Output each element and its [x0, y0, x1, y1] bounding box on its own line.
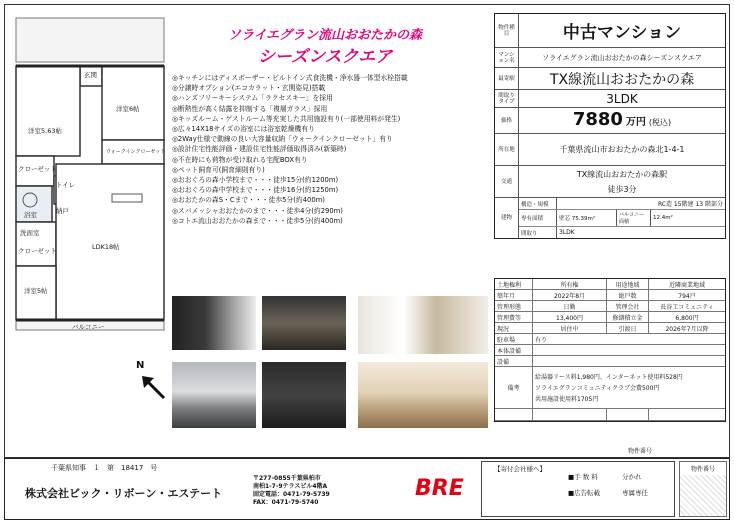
building-label: 建物 [495, 198, 519, 238]
property-detail-table [494, 278, 726, 422]
company-logo: BRE [415, 476, 464, 501]
feature-item: ◎ハンズフリーキーシステム「ラクセスキー」を採用 [172, 94, 333, 103]
room-walkin-closet: ウォークインクローゼット [106, 149, 166, 155]
room-genkan: 玄関 [84, 71, 97, 79]
feature-item: ◎おおぐろの森小学校まで・・・徒歩15分(約1200m) [172, 176, 339, 185]
agency-label: 【寄付会社様へ】 [494, 465, 546, 473]
feature-item: ◎スバメッシャおおたかのまで・・・徒歩4分(約290m) [172, 206, 343, 215]
feature-item: ◎断熱性が高く結露を抑制する「複層ガラス」採用 [172, 104, 328, 113]
feature-item: ◎広々14X18サイズの浴室には浴室乾燥機有り [172, 125, 315, 134]
feature-item: ◎キッズルーム・ゲストルーム等充実した共用施設有り(一部使用料が発生) [172, 114, 401, 123]
price-value: 7880 [572, 109, 623, 130]
balcony-label: バルコニー面積 [617, 210, 651, 226]
property-summary-table [494, 13, 726, 239]
photo-hallway [262, 362, 346, 428]
structure-label: 構造・規模 [519, 198, 557, 209]
license-number: 千葉県知事 １ 第 18417 号 [51, 464, 158, 472]
property-number-label: 物件番号 [628, 448, 653, 455]
table-row: 土地権利 所有権 用途地域 近隣商業地域 [495, 279, 725, 290]
name-value: ソライエグラン流山おおたかの森シーズンスクエア [542, 53, 702, 62]
footer [4, 458, 730, 520]
layout-value: 3LDK [606, 91, 638, 106]
balcony-value: 12.4m² [653, 215, 673, 221]
room-western-563: 洋室5.63帖 [28, 127, 62, 135]
photo-kitchen [172, 296, 256, 350]
photo-bath [262, 296, 346, 350]
floor-value: 3LDK [559, 229, 575, 236]
feature-item: ◎おおたかの森S・Cまで・・・徒歩5分(約400m) [172, 196, 325, 205]
table-row: 駐車場 有り [495, 334, 725, 345]
feature-item: ◎不在時にも荷物が受け取れる宅配BOX有り [172, 155, 308, 164]
compass-north: N [136, 360, 145, 371]
feature-item: ◎2Way仕様で動線の良い大容量収納「ウォークインクローゼット」有り [172, 135, 393, 144]
price-unit: 万円 [625, 117, 646, 128]
ad-value: 専属専任 [622, 489, 648, 497]
feature-item: ◎設計住宅性能評価・建設住宅性能評価取得済み(新築時) [172, 145, 347, 154]
company-address-2: 南柏1-7-9テラスビル4階A [253, 483, 328, 490]
station-label: 最寄駅 [495, 68, 519, 89]
transport-label: 交通 [495, 166, 519, 197]
feature-item: ◎コトエ流山おおたかの森まで・・・徒歩5分(約400m) [172, 216, 343, 225]
transport-walk: 徒歩3分 [607, 184, 637, 194]
building-subtitle: シーズンスクエア [257, 47, 393, 67]
company-name: 株式会社ビック・リボーン・エステート [25, 487, 223, 500]
transport-line: TX線流山おおたかの森駅 [576, 169, 668, 179]
company-address-1: 〒277-0855千葉県柏市 [253, 475, 321, 482]
biko-line: ソライエグランコミュニティクラブ会費500円 [535, 385, 660, 392]
room-western-5: 洋室5帖 [24, 287, 48, 295]
room-ldk: LDK18帖 [92, 243, 120, 251]
table-row: 管理費等 13,400円 修繕積立金 6,800円 [495, 312, 725, 323]
floor-plan [12, 14, 168, 332]
room-balcony: バルコニー [72, 323, 105, 331]
area-label: 専有面積 [519, 210, 557, 226]
table-row: 現況 居住中 引渡日 2026年7月以降 [495, 323, 725, 334]
type-value: 中古マンション [562, 23, 682, 43]
structure-value: RC造 15階建 13 階部分 [657, 201, 723, 208]
feature-item: ◎分譲時オプション(エコカラット・玄関姿見)搭載 [172, 84, 326, 93]
address-label: 所在地 [495, 134, 519, 165]
floor-label: 間取り [519, 227, 557, 238]
station-value: TX線流山おおたかの森 [549, 71, 695, 88]
biko-line: 共用施設使用料1705円 [535, 396, 599, 403]
building-title: ソライエグラン流山おおたかの森 [227, 28, 423, 43]
biko-row [495, 367, 725, 409]
fee-value: 分かれ [622, 473, 642, 481]
company-tel: 固定電話：0471-79-5739 [253, 491, 330, 498]
feature-item: ◎ペット飼育可(飼育細則有り) [172, 165, 265, 174]
room-washroom: 洗面室 [20, 229, 40, 237]
photo-balcony-view [172, 362, 256, 428]
type-label: 物件種目 [495, 14, 519, 47]
table-row: 本体設備 [495, 345, 725, 356]
table-row: 管理形態 日勤 管理会社 長谷工コミュニティ [495, 301, 725, 312]
feature-item: ◎おおぐろの森中学校まで・・・徒歩16分(約1250m) [172, 186, 339, 195]
table-row: 設備 [495, 356, 725, 367]
feature-list [172, 73, 492, 226]
layout-label: 間取りタイプ [495, 90, 519, 107]
stamp-label: 物件番号 [680, 462, 726, 475]
table-row: 築年月 2022年8月 総戸数 794戸 [495, 290, 725, 301]
feature-item: ◎キッチンにはディスポーザー・ビルトイン式食洗機・浄水器一体型水栓搭載 [172, 74, 408, 82]
address-value: 千葉県流山市おおたかの森北1-4-1 [559, 145, 685, 154]
room-bath: 浴室 [24, 211, 37, 219]
room-closet-2: クローゼット [18, 247, 57, 255]
room-western-6: 洋室6帖 [116, 105, 140, 113]
fee-label: ■手 数 料 [568, 473, 598, 481]
price-label: 価格 [495, 108, 519, 133]
ad-label: ■広告転載 [568, 489, 601, 497]
name-label: マンション名 [495, 48, 519, 67]
floor-plan-drawing [12, 14, 168, 332]
biko-line: 給湯器リース料1,980円、インターネット使用料528円 [535, 374, 683, 381]
table-row [495, 409, 725, 421]
room-closet-1: クローゼット [18, 165, 57, 173]
biko-label: 備考 [495, 367, 533, 408]
photo-living-room [358, 362, 488, 428]
compass-arrow-icon [140, 374, 168, 402]
company-fax: FAX：0471-79-5740 [253, 499, 319, 506]
price-tax: (税込) [648, 118, 672, 127]
room-toilet: トイレ [56, 181, 76, 189]
room-storage: 納戸 [56, 207, 69, 215]
area-value: 壁芯 75.39m² [557, 210, 617, 226]
photo-storage [358, 296, 488, 354]
